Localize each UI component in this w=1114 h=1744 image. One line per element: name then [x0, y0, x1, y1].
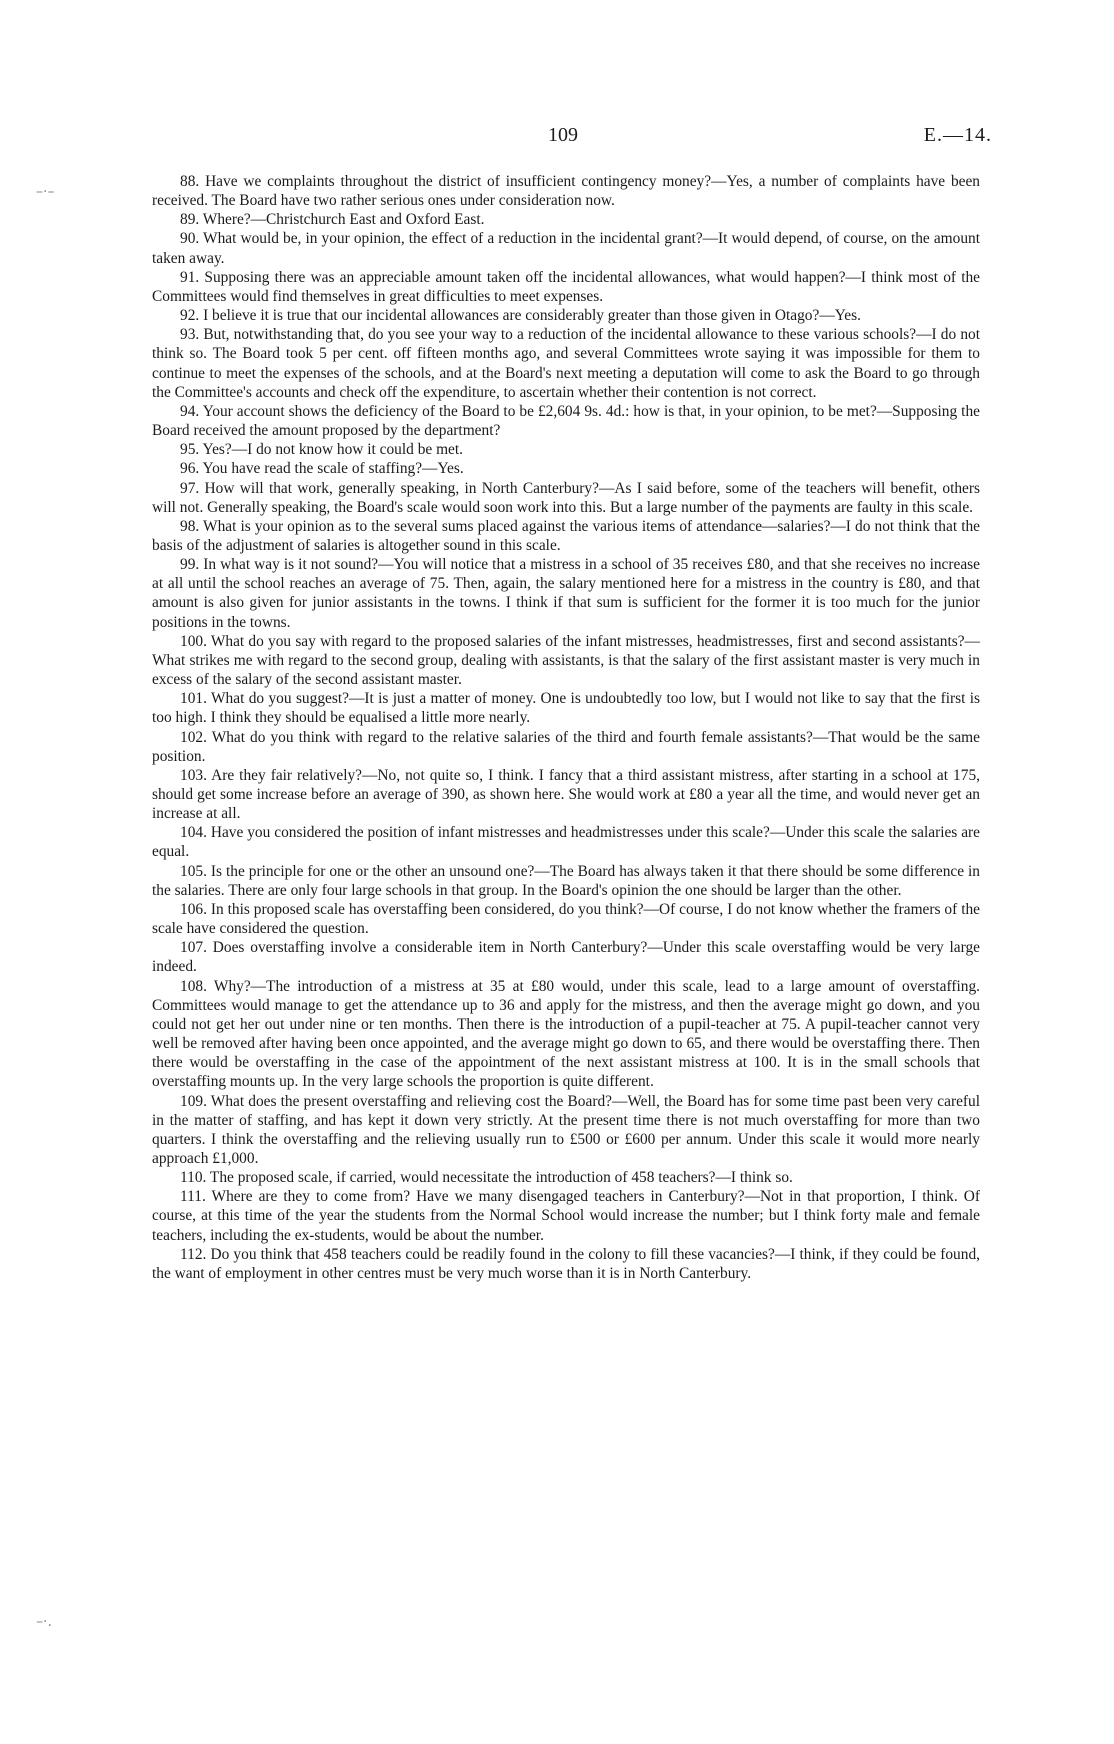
paragraph-94: 94. Your account shows the deficiency of the Board to be £2,604 9s. 4d.: how is that, in your opinion, to be met?—Supposing the Board received the amount proposed by the department? — [152, 402, 980, 440]
paragraph-108: 108. Why?—The introduction of a mistress at 35 at £80 would, under this scale, lead to a large amount of overstaffing. Committees would manage to get the attendance up to 36 and apply for the mistress, and then the average might go down, and you could not get her out under nine or ten months. Then there is the introduction of a pupil-teacher at 75. A pupil-teacher cannot very well be removed after having been once appointed, and the average might go down to 65, and there would be overstaffing there. Then there would be overstaffing in the case of the appointment of the next assistant mistress at 100. It is in the small schools that overstaffing mounts up. In the very large schools the proportion is quite different. — [152, 977, 980, 1091]
document-code: E.—14. — [923, 124, 992, 146]
paragraph-90: 90. What would be, in your opinion, the effect of a reduction in the incidental grant?—It would depend, of course, on the amount taken away. — [152, 230, 980, 267]
paragraph-111: 111. Where are they to come from? Have we many disengaged teachers in Canterbury?—Not in that proportion, I think. Of course, at this time of the year the students from the Normal School would increase the number; but I think forty male and female teachers, including the ex-students, would be about the number. — [152, 1188, 980, 1244]
page-header — [0, 124, 1114, 154]
page-number: 109 — [548, 124, 578, 146]
paragraph-96: 96. You have read the scale of staffing?—Yes. — [180, 460, 464, 478]
paragraph-92: 92. I believe it is true that our incidental allowances are considerably greater than those given in Otago?—Yes. — [180, 307, 861, 325]
paragraph-99: 99. In what way is it not sound?—You will notice that a mistress in a school of 35 receives £80, and that she receives no increase at all until the school reaches an average of 75. Then, again, the salary mentioned here for a mistress in the country is £80, and that amount is also given for junior assistants in the towns. I think if that sum is sufficient for the former it is too much for the junior positions in the towns. — [152, 556, 980, 631]
paragraph-95: 95. Yes?—I do not know how it could be met. — [180, 441, 463, 459]
paragraph-112: 112. Do you think that 458 teachers could be readily found in the colony to fill these vacancies?—I think, if they could be found, the want of employment in other centres must be very much worse than it is in North Canterbury. — [152, 1245, 980, 1282]
paragraph-102: 102. What do you think with regard to the relative salaries of the third and fourth female assistants?—That would be the same position. — [152, 728, 980, 765]
paragraph-100: 100. What do you say with regard to the proposed salaries of the infant mistresses, headmistresses, first and second assistants?—What strikes me with regard to the second group, dealing with assistants, is that the salary of the first assistant master is very much in excess of the salary of the second assistant master. — [152, 632, 980, 689]
paragraph-91: 91. Supposing there was an appreciable amount taken off the incidental allowances, what would happen?—I think most of the Committees would find themselves in great difficulties to meet expenses. — [152, 268, 980, 305]
paragraph-97: 97. How will that work, generally speaking, in North Canterbury?—As I said before, some of the teachers will benefit, others will not. Generally speaking, the Board's scale would soon work into this. But a large number of the payments are faulty in this scale. — [152, 479, 980, 516]
paragraph-93: 93. But, notwithstanding that, do you see your way to a reduction of the incidental allowance to these various schools?—I do not think so. The Board took 5 per cent. off fifteen months ago, and several Committees wrote saying it was impossible for them to continue to meet the expenses of the schools, and at the Board's next meeting a deputation will come to ask the Board to go through the Committee's accounts and check off the expenditure, to ascertain whether their contention is not correct. — [152, 326, 980, 401]
paragraph-101: 101. What do you suggest?—It is just a matter of money. One is undoubtedly too low, but I would not like to say that the first is too high. I think they should be equalised a little more nearly. — [152, 690, 980, 727]
margin-mark: –·– — [36, 184, 55, 200]
paragraph-109: 109. What does the present overstaffing and relieving cost the Board?—Well, the Board has for some time past been very careful in the matter of staffing, and has kept it down very strictly. At the present time there is not much overstaffing for more than two quarters. I think the overstaffing and the relieving usually run to £500 or £600 per annum. Under this scale it would more nearly approach £1,000. — [152, 1092, 980, 1167]
paragraph-104: 104. Have you considered the position of infant mistresses and headmistresses under this scale?—Under this scale the salaries are equal. — [152, 824, 980, 861]
paragraph-98: 98. What is your opinion as to the several sums placed against the various items of attendance—salaries?—I do not think that the basis of the adjustment of salaries is altogether sound in this scale. — [152, 517, 980, 554]
paragraph-105: 105. Is the principle for one or the other an unsound one?—The Board has always taken it that there should be some difference in the salaries. There are only four large schools in that group. In the Board's opinion the one should be larger than the other. — [152, 862, 980, 899]
paragraph-89: 89. Where?—Christchurch East and Oxford East. — [180, 211, 485, 229]
paragraph-103: 103. Are they fair relatively?—No, not quite so, I think. I fancy that a third assistant mistress, after starting in a school at 175, should get some increase before an average of 390, as shown here. She would work at £80 a year all the time, and would never get an increase at all. — [152, 766, 980, 823]
paragraph-107: 107. Does overstaffing involve a considerable item in North Canterbury?—Under this scale overstaffing would be very large indeed. — [152, 939, 980, 976]
paragraph-110: 110. The proposed scale, if carried, would necessitate the introduction of 458 teachers?—I think so. — [180, 1169, 793, 1187]
paragraph-88: 88. Have we complaints throughout the district of insufficient contingency money?—Yes, a number of complaints have been received. The Board have two rather serious ones under consideration now. — [152, 173, 980, 210]
document-body — [152, 172, 980, 1283]
margin-mark: –·. — [36, 1614, 52, 1630]
paragraph-106: 106. In this proposed scale has overstaffing been considered, do you think?—Of course, I do not know whether the framers of the scale have considered the question. — [152, 900, 980, 938]
